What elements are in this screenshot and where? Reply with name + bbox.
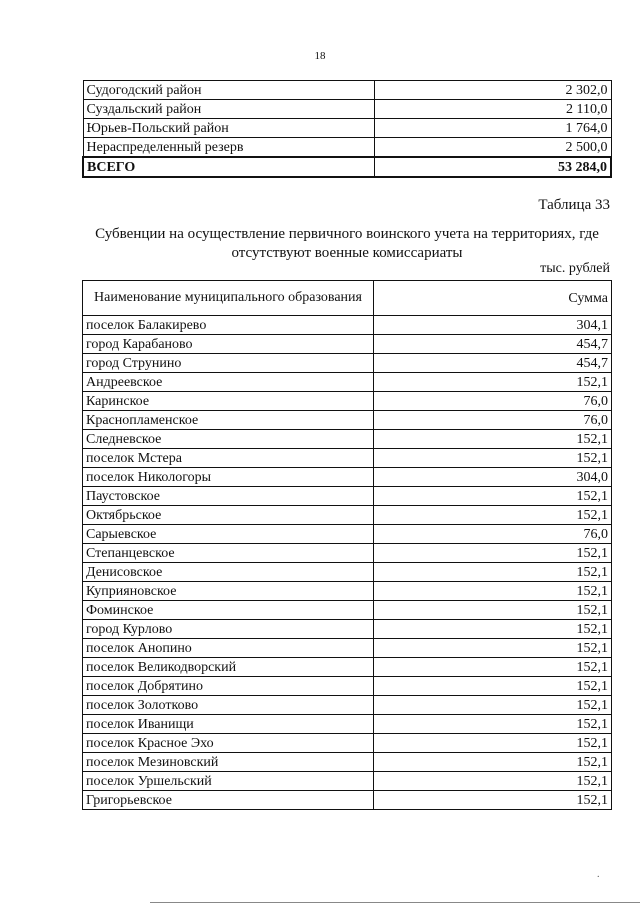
table-row bbox=[83, 525, 612, 544]
table-row bbox=[83, 696, 612, 715]
row-value-cell: 152,1 bbox=[374, 753, 612, 772]
table-row bbox=[83, 81, 611, 100]
row-value-cell: 152,1 bbox=[374, 449, 612, 468]
table-row bbox=[83, 392, 612, 411]
row-value-cell: 152,1 bbox=[374, 734, 612, 753]
row-value-cell: 454,7 bbox=[374, 335, 612, 354]
row-value-cell: 152,1 bbox=[374, 563, 612, 582]
table-row bbox=[83, 563, 612, 582]
row-name-cell: Октябрьское bbox=[83, 506, 374, 525]
row-value-cell: 152,1 bbox=[374, 639, 612, 658]
row-value-cell: 2 110,0 bbox=[375, 100, 612, 119]
table-row bbox=[83, 138, 611, 158]
row-name-cell: поселок Анопино bbox=[83, 639, 374, 658]
row-value-cell: 152,1 bbox=[374, 582, 612, 601]
subventions-table-body bbox=[83, 316, 612, 810]
total-row bbox=[83, 157, 611, 177]
table-row bbox=[83, 119, 611, 138]
table-row bbox=[83, 677, 612, 696]
subventions-table bbox=[82, 280, 612, 810]
table-row bbox=[83, 449, 612, 468]
row-value-cell: 152,1 bbox=[374, 772, 612, 791]
row-value-cell: 1 764,0 bbox=[375, 119, 612, 138]
table-row bbox=[83, 506, 612, 525]
table-row bbox=[83, 487, 612, 506]
row-name-cell: поселок Мстера bbox=[83, 449, 374, 468]
page-number: 18 bbox=[314, 50, 326, 62]
row-name-cell: Следневское bbox=[83, 430, 374, 449]
table-row bbox=[83, 658, 612, 677]
units-label: тыс. рублей bbox=[540, 261, 610, 276]
row-name-cell: Фоминское bbox=[83, 601, 374, 620]
scan-mark: . bbox=[597, 869, 600, 880]
total-value: 53 284,0 bbox=[375, 157, 612, 177]
row-name-cell: Судогодский район bbox=[83, 81, 375, 100]
scan-edge-line bbox=[150, 902, 640, 903]
table-row bbox=[83, 430, 612, 449]
total-label: ВСЕГО bbox=[83, 157, 375, 177]
row-value-cell: 304,0 bbox=[374, 468, 612, 487]
row-name-cell: город Карабаново bbox=[83, 335, 374, 354]
row-name-cell: поселок Уршельский bbox=[83, 772, 374, 791]
table-row bbox=[83, 715, 612, 734]
row-value-cell: 152,1 bbox=[374, 373, 612, 392]
table-row bbox=[83, 582, 612, 601]
row-value-cell: 152,1 bbox=[374, 677, 612, 696]
row-name-cell: поселок Балакирево bbox=[83, 316, 374, 335]
table-row bbox=[83, 468, 612, 487]
table-number-label: Таблица 33 bbox=[538, 197, 610, 213]
row-name-cell: город Струнино bbox=[83, 354, 374, 373]
row-value-cell: 76,0 bbox=[374, 525, 612, 544]
row-name-cell: Степанцевское bbox=[83, 544, 374, 563]
row-value-cell: 152,1 bbox=[374, 506, 612, 525]
row-name-cell: поселок Великодворский bbox=[83, 658, 374, 677]
table-row bbox=[83, 373, 612, 392]
row-value-cell: 76,0 bbox=[374, 392, 612, 411]
table-row bbox=[83, 620, 612, 639]
table-row bbox=[83, 354, 612, 373]
row-value-cell: 2 500,0 bbox=[375, 138, 612, 158]
table-row bbox=[83, 753, 612, 772]
row-value-cell: 454,7 bbox=[374, 354, 612, 373]
row-name-cell: Нераспределенный резерв bbox=[83, 138, 375, 158]
row-name-cell: Денисовское bbox=[83, 563, 374, 582]
table-row bbox=[83, 639, 612, 658]
row-name-cell: Каринское bbox=[83, 392, 374, 411]
header-municipality: Наименование муниципального образования bbox=[83, 281, 374, 316]
header-amount: Сумма bbox=[374, 281, 612, 316]
row-value-cell: 304,1 bbox=[374, 316, 612, 335]
row-name-cell: Андреевское bbox=[83, 373, 374, 392]
row-value-cell: 152,1 bbox=[374, 696, 612, 715]
continued-allocation-table bbox=[82, 80, 612, 178]
table-title: Субвенции на осуществление первичного воинского учета на территориях, где отсутствуют военные комиссариаты bbox=[95, 226, 599, 261]
table-row bbox=[83, 734, 612, 753]
row-value-cell: 76,0 bbox=[374, 411, 612, 430]
table-header-row bbox=[83, 281, 612, 316]
row-name-cell: Куприяновское bbox=[83, 582, 374, 601]
row-name-cell: Суздальский район bbox=[83, 100, 375, 119]
row-value-cell: 152,1 bbox=[374, 791, 612, 810]
row-value-cell: 152,1 bbox=[374, 430, 612, 449]
continued-table-body bbox=[83, 81, 611, 178]
row-name-cell: Паустовское bbox=[83, 487, 374, 506]
table-row bbox=[83, 316, 612, 335]
row-name-cell: Сарыевское bbox=[83, 525, 374, 544]
table-row bbox=[83, 601, 612, 620]
table-row bbox=[83, 544, 612, 563]
row-name-cell: поселок Добрятино bbox=[83, 677, 374, 696]
row-value-cell: 152,1 bbox=[374, 601, 612, 620]
table-row bbox=[83, 411, 612, 430]
row-value-cell: 152,1 bbox=[374, 544, 612, 563]
row-name-cell: поселок Красное Эхо bbox=[83, 734, 374, 753]
row-value-cell: 152,1 bbox=[374, 658, 612, 677]
row-name-cell: поселок Мезиновский bbox=[83, 753, 374, 772]
row-name-cell: Краснопламенское bbox=[83, 411, 374, 430]
row-name-cell: Юрьев-Польский район bbox=[83, 119, 375, 138]
row-value-cell: 152,1 bbox=[374, 487, 612, 506]
table-row bbox=[83, 772, 612, 791]
row-value-cell: 2 302,0 bbox=[375, 81, 612, 100]
table-row bbox=[83, 335, 612, 354]
row-name-cell: поселок Золотково bbox=[83, 696, 374, 715]
row-name-cell: поселок Иванищи bbox=[83, 715, 374, 734]
row-name-cell: город Курлово bbox=[83, 620, 374, 639]
table-row bbox=[83, 791, 612, 810]
row-name-cell: поселок Никологоры bbox=[83, 468, 374, 487]
row-value-cell: 152,1 bbox=[374, 715, 612, 734]
row-name-cell: Григорьевское bbox=[83, 791, 374, 810]
row-value-cell: 152,1 bbox=[374, 620, 612, 639]
table-row bbox=[83, 100, 611, 119]
